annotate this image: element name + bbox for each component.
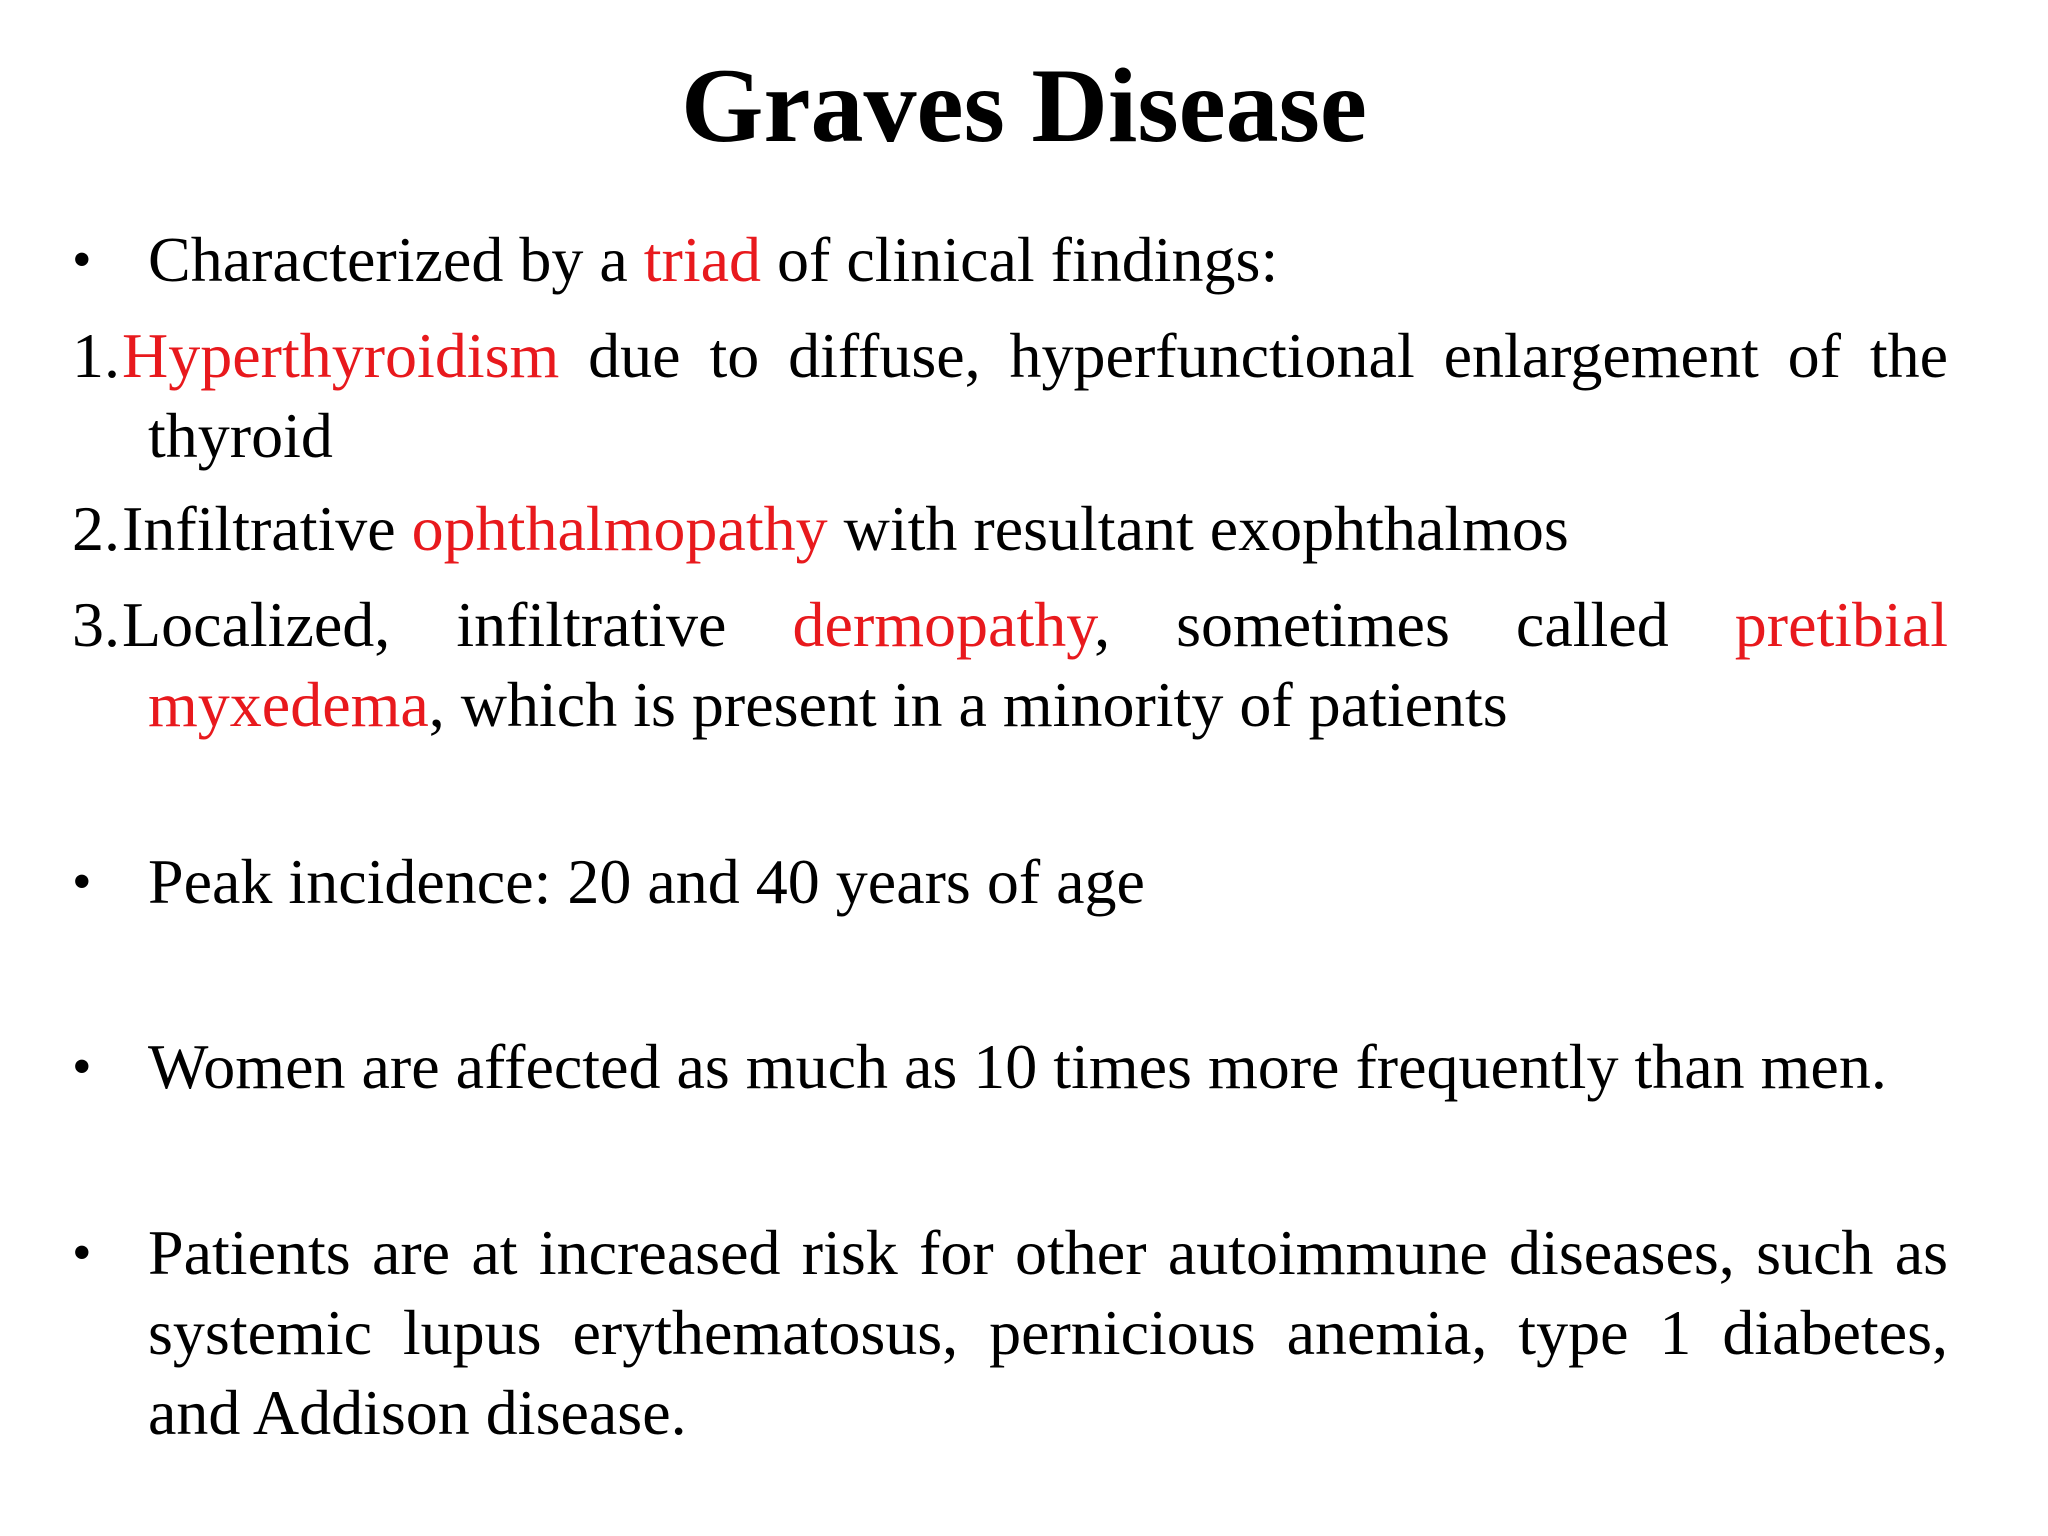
triad-3-highlight-1: dermopathy: [792, 589, 1095, 660]
intro-highlight: triad: [643, 224, 761, 295]
bullet-marker: •: [72, 1222, 92, 1284]
triad-item-1: [122, 316, 1948, 476]
triad-number-3: 3.: [72, 589, 120, 660]
triad-3-text-3: , which is present in a minority of patients: [428, 669, 1508, 740]
intro-bullet: [148, 220, 1948, 300]
triad-1-text: due to diffuse, hyperfunctional enlargement of the thyroid: [148, 320, 1948, 471]
triad-3-highlight-2: pretibial myxedema: [148, 589, 1949, 740]
triad-2-text-2: with resultant exophthalmos: [827, 493, 1569, 564]
bullet-women: Women are affected as much as 10 times more frequently than men.: [148, 1031, 1887, 1102]
triad-2-highlight: ophthalmopathy: [411, 493, 828, 564]
bullet-autoimmune: Patients are at increased risk for other autoimmune diseases, such as systemic lupus erythematosus, pernicious anemia, type 1 diabetes, and Addison disease.: [148, 1217, 1948, 1448]
triad-number-1: 1.: [72, 320, 120, 391]
bullet-marker: •: [72, 229, 92, 291]
page-title: Graves Disease: [681, 47, 1367, 164]
bullet-marker: •: [72, 1036, 92, 1098]
triad-1-highlight: Hyperthyroidism: [122, 320, 560, 391]
intro-text-1: Characterized by a: [148, 224, 644, 295]
triad-2-text-1: Infiltrative: [122, 493, 412, 564]
triad-3-text-2: , sometimes called: [1094, 589, 1735, 660]
bullet-marker: •: [72, 851, 92, 913]
triad-number-2: 2.: [72, 493, 120, 564]
bullet-peak-incidence: Peak incidence: 20 and 40 years of age: [148, 846, 1145, 917]
triad-3-text-1: Localized, infiltrative: [122, 589, 793, 660]
intro-text-2: of clinical findings:: [761, 224, 1279, 295]
triad-item-3: [122, 585, 1949, 745]
triad-item-2: [122, 489, 1948, 569]
